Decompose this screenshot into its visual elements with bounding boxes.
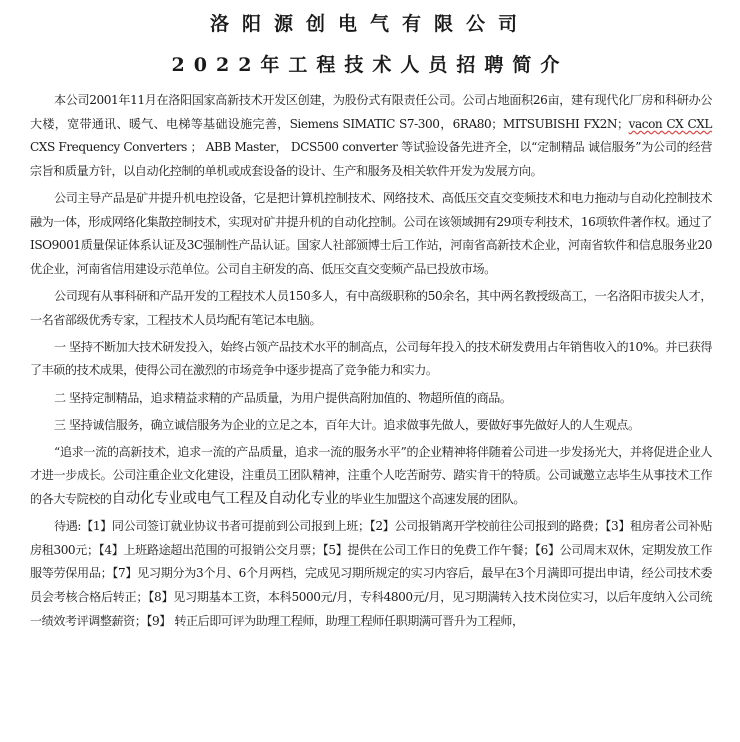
invitation-text-end: 的毕业生加盟这个高速发展的团队。 <box>338 492 526 507</box>
spellcheck-underlined-text: vacon CX CXL <box>628 116 712 131</box>
paragraph-invitation <box>30 441 712 512</box>
paragraph-company-intro <box>30 89 712 183</box>
paragraph-principle-three: 三 坚持诚信服务，确立诚信服务为企业的立足之本，百年大计。追求做事先做人，要做好事先做好人的人生观点。 <box>54 417 640 432</box>
recruitment-title: 2022年工程技术人员招聘简介 <box>171 54 569 76</box>
intro-text-continued: CXS Frequency Converters ； ABB Master， DCS500 converter 等试验设备先进齐全，以“定制精品 诚信服务”为公司的经营宗旨和质量方针，以自动化控制的单机或成套设备的设计、生产和服务及相关软件开发为发展方向。 <box>30 140 712 178</box>
intro-text: 本公司2001年11月在洛阳国家高新技术开发区创建，为股份式有限责任公司。公司占地面积26亩，建有现代化厂房和科研办公大楼，宽带通讯、暖气、电梯等基础设施完善，Siemens SIMATIC S7-300，6RA80；MITSUBISHI FX2N； <box>30 93 712 131</box>
paragraph-principle-two: 二 坚持定制精品，追求精益求精的产品质量，为用户提供高附加值的、物超所值的商品。 <box>54 390 512 405</box>
company-title: 洛阳源创电气有限公司 <box>209 13 530 35</box>
document-body <box>30 89 712 633</box>
paragraph-products: 公司主导产品是矿井提升机电控设备，它是把计算机控制技术、网络技术、高低压交直交变频技术和电力拖动与自动化控制技术融为一体，形成网络化集散控制技术，实现对矿井提升机的自动化控制。公司在该领域拥有29项专利技术，16项软件著作权。通过了ISO9001质量保证体系认证及3C强制性产品认证。国家人社部颁博士后工作站，河南省高新技术企业，河南省软件和信息服务业20优企业，河南省信用建设示范单位。公司自主研发的高、低压交直交变频产品已投放市场。 <box>30 190 712 276</box>
paragraph-principle-one: 一 坚持不断加大技术研发投入，始终占领产品技术水平的制高点，公司每年投入的技术研发费用占年销售收入的10%。并已获得了丰硕的技术成果，使得公司在激烈的市场竞争中逐步提高了竞争能力和实力。 <box>30 339 712 378</box>
invitation-text: “追求一流的高新技术，追求一流的产品质量，追求一流的服务水平”的企业精神将伴随着公司进一步发扬光大，并将促进企业人才进一步成长。公司注重企业文化建设，注重员工团队精神，注重个人吃苦耐劳、踏实肯干的特质。公司诚邀立志毕生从事技术工作的各大专院校的 <box>30 444 712 507</box>
target-majors-text: 自动化专业或电气工程及自动化专业 <box>111 491 339 508</box>
paragraph-benefits: 待遇:【1】同公司签订就业协议书者可提前到公司报到上班；【2】公司报销离开学校前往公司报到的路费；【3】租房者公司补贴房租300元；【4】上班路途超出范围的可报销公交月票；【5】提供在公司工作日的免费工作午餐；【6】公司周末双休，定期发放工作服等劳保用品；【7】见习期分为3个月、6个月两档，完成见习期所规定的实习内容后，最早在3个月满即可提出申请，经公司技术委员会考核合格后转正；【8】见习期基本工资，本科5000元/月，专科4800元/月，见习期满转入技术岗位实习，以后年度纳入公司统一绩效考评调整薪资；【9】 转正后即可评为助理工程师，助理工程师任职期满可晋升为工程师， <box>30 519 712 628</box>
paragraph-staff: 公司现有从事科研和产品开发的工程技术人员150多人，有中高级职称的50余名，其中两名教授级高工，一名洛阳市拔尖人才，一名省部级优秀专家，工程技术人员均配有笔记本电脑。 <box>30 288 712 327</box>
